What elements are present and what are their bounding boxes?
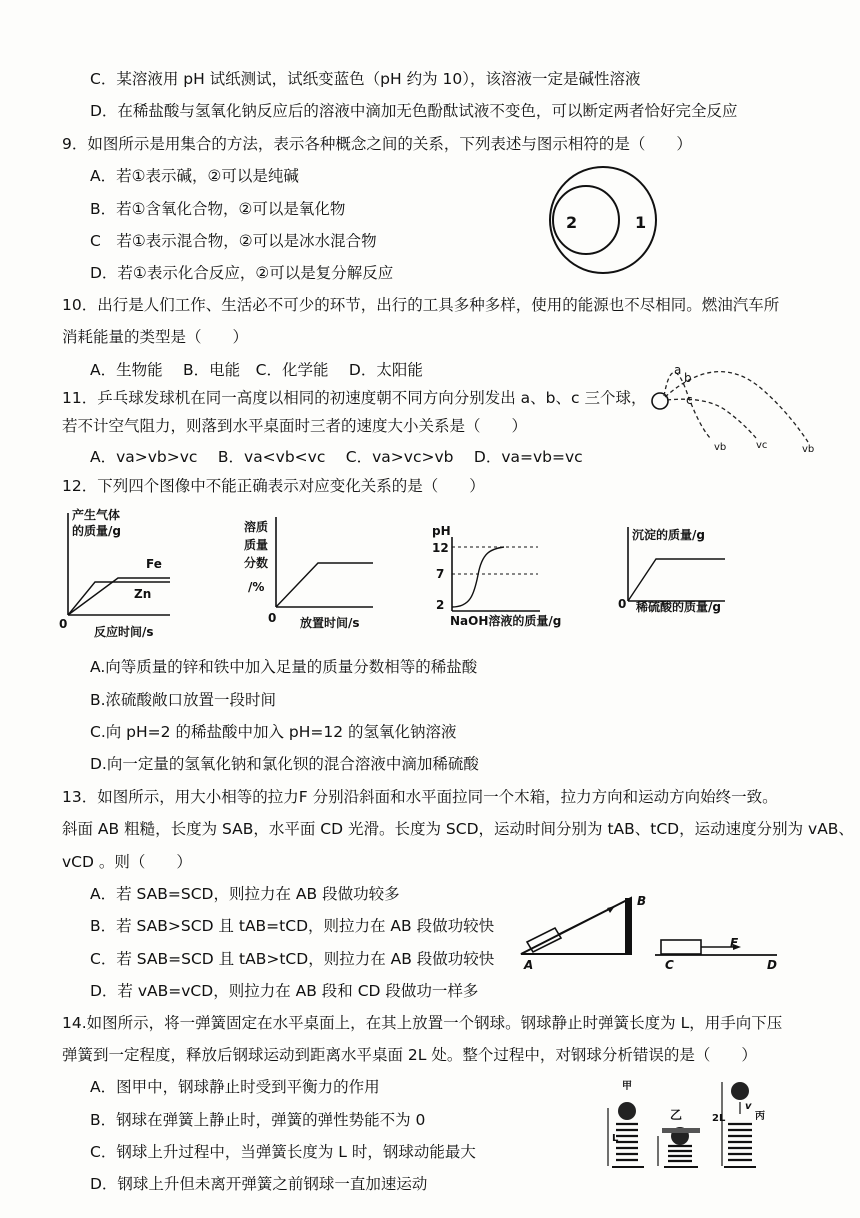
q12-graph-c: [444, 535, 544, 615]
q9-option-d: D．若①表示化合反应，②可以是复分解反应: [90, 264, 394, 282]
q8-option-d: D．在稀盐酸与氢氧化钠反应后的溶液中滴加无色酚酞试液不变色，可以断定两者恰好完全反应: [90, 102, 738, 120]
bing-spring: [728, 1124, 752, 1160]
q13-stem-line1: 13．如图所示，用大小相等的拉力F 分别沿斜面和水平面拉同一个木箱，拉力方向和运动方向始终一致。: [62, 788, 778, 806]
graph-c-curve: [452, 547, 504, 607]
q9-option-a: A．若①表示碱，②可以是纯碱: [90, 167, 299, 185]
q14-option-d: D．钢球上升但未离开弹簧之前钢球一直加速运动: [90, 1175, 428, 1193]
q8-option-c: C．某溶液用 pH 试纸测试，试纸变蓝色（pH 约为 10），该溶液一定是碱性溶液: [90, 70, 641, 88]
q13-point-c: C: [665, 958, 674, 972]
q10-stem-line2: 消耗能量的类型是（ ）: [62, 328, 249, 346]
q9-option-c: C 若①表示混合物，②可以是冰水混合物: [90, 232, 377, 250]
graph-c-ylabel: pH: [432, 524, 451, 538]
incline-force-arrow: [559, 906, 615, 934]
venn-label-1: 1: [635, 213, 647, 232]
q11-stem-line2: 若不计空气阻力，则落到水平桌面时三者的速度大小关系是（ ）: [62, 417, 528, 435]
graph-d-xlabel: 稀硫酸的质量/g: [636, 600, 721, 614]
launcher-ball: [652, 393, 668, 409]
incline-arrow-head: [607, 906, 615, 913]
q14-label-bing: 丙: [755, 1111, 765, 1122]
yi-hand: [662, 1128, 700, 1133]
velocity-label-vc: vc: [756, 440, 768, 451]
graph-c-xlabel: NaOH溶液的质量/g: [450, 614, 562, 628]
q14-option-a: A．图甲中，钢球静止时受到平衡力的作用: [90, 1078, 380, 1096]
q10-stem-line1: 10．出行是人们工作、生活必不可少的环节，出行的工具多种多样，使用的能源也不尽相同。燃油汽车所: [62, 296, 780, 314]
venn-label-2: 2: [566, 213, 578, 232]
velocity-label-vb: vb: [714, 442, 727, 453]
graph-b-ylabel-2: 质量: [244, 538, 269, 552]
trajectory-label-b: b: [684, 371, 692, 385]
q9-stem: 9．如图所示是用集合的方法，表示各种概念之间的关系，下列表述与图示相符的是（ ）: [62, 135, 692, 153]
jia-spring: [616, 1124, 638, 1160]
q12-stem: 12．下列四个图像中不能正确表示对应变化关系的是（ ）: [62, 477, 485, 495]
graph-c-tick-2: 2: [436, 598, 445, 612]
jia-ball: [618, 1102, 636, 1120]
graph-c-tick-12: 12: [432, 541, 449, 555]
graph-d-origin: 0: [618, 597, 627, 611]
q13-point-d: D: [767, 958, 777, 972]
q14-stem-line1: 14.如图所示，将一弹簧固定在水平桌面上，在其上放置一个钢球。钢球静止时弹簧长度为 L，用手向下压: [62, 1014, 783, 1032]
q11-options: A．va>vb>vc B．va<vb<vc C．va>vc>vb D．va=vb=vc: [90, 448, 583, 466]
graph-a-label-zn: Zn: [134, 587, 152, 601]
q12-option-c: C.向 pH=2 的稀盐酸中加入 pH=12 的氢氧化钠溶液: [90, 723, 457, 741]
graph-b-ylabel-3: 分数: [244, 556, 269, 570]
q13-option-b: B．若 SAB>SCD 且 tAB=tCD，则拉力在 AB 段做功较快: [90, 917, 495, 935]
q13-option-c: C．若 SAB=SCD 且 tAB>tCD，则拉力在 AB 段做功较快: [90, 950, 495, 968]
q10-options: A．生物能 B．电能 C．化学能 D．太阳能: [90, 361, 423, 379]
q12-option-a: A.向等质量的锌和铁中加入足量的质量分数相等的稀盐酸: [90, 658, 478, 676]
q14-label-jia: 甲: [622, 1081, 632, 1092]
q9-venn-diagram: [548, 162, 658, 278]
trajectory-label-a: a: [674, 363, 682, 377]
q13-stem-line2: 斜面 AB 粗糙，长度为 SAB，水平面 CD 光滑。长度为 SCD，运动时间分别为 tAB、tCD，运动速度分别为 vAB、: [62, 820, 854, 838]
q9-option-b: B．若①含氧化合物，②可以是氧化物: [90, 200, 346, 218]
graph-a-ylabel-2: 的质量/g: [72, 524, 121, 538]
q14-option-c: C．钢球上升过程中，当弹簧长度为 L 时，钢球动能最大: [90, 1143, 476, 1161]
graph-d-line: [628, 559, 725, 601]
q13-point-b: B: [637, 894, 647, 908]
graph-a-zn-line: [68, 582, 170, 615]
incline-wall: [625, 898, 631, 954]
q13-force-f: F: [730, 936, 739, 950]
trajectory-c: [667, 399, 756, 438]
graph-a-origin: 0: [59, 617, 68, 631]
graph-b-origin: 0: [268, 611, 277, 625]
plane-box: [661, 940, 701, 954]
q14-stem-line2: 弹簧到一定程度，释放后钢球运动到距离水平桌面 2L 处。整个过程中，对钢球分析错误的是（ ）: [62, 1046, 757, 1064]
q14-label-l: L: [612, 1133, 619, 1144]
q13-option-a: A．若 SAB=SCD，则拉力在 AB 段做功较多: [90, 885, 400, 903]
q12-option-b: B.浓硫酸敞口放置一段时间: [90, 691, 277, 709]
q14-label-v: v: [745, 1101, 752, 1112]
graph-b-xlabel: 放置时间/s: [300, 616, 360, 630]
graph-d-ylabel: 沉淀的质量/g: [632, 528, 705, 542]
q13-option-d: D．若 vAB=vCD，则拉力在 AB 段和 CD 段做功一样多: [90, 982, 479, 1000]
q13-figure: [515, 890, 785, 970]
graph-b-line: [276, 563, 373, 607]
q11-trajectory-figure: [648, 360, 818, 455]
q13-point-a: A: [524, 958, 534, 972]
graph-a-xlabel: 反应时间/s: [94, 625, 154, 639]
q11-stem-line1: 11．乒乓球发球机在同一高度以相同的初速度朝不同方向分别发出 a、b、c 三个球，: [62, 389, 647, 407]
graph-a-label-fe: Fe: [146, 557, 162, 571]
graph-b-ylabel-4: /%: [248, 580, 265, 594]
q14-label-2l: 2L: [712, 1113, 726, 1124]
q13-stem-line3: vCD 。则（ ）: [62, 853, 192, 871]
q14-option-b: B．钢球在弹簧上静止时，弹簧的弹性势能不为 0: [90, 1111, 426, 1129]
venn-inner-circle: [553, 186, 619, 254]
velocity-label-vb2: vb: [802, 444, 815, 455]
graph-b-ylabel-1: 溶质: [244, 520, 269, 534]
trajectory-label-c: c: [686, 393, 693, 407]
bing-ball: [731, 1082, 749, 1100]
q12-option-d: D.向一定量的氢氧化钠和氯化钡的混合溶液中滴加稀硫酸: [90, 755, 479, 773]
q14-label-yi: 乙: [670, 1108, 683, 1122]
yi-spring: [668, 1146, 692, 1161]
graph-a-ylabel-1: 产生气体: [72, 508, 121, 522]
q12-graph-b: [268, 515, 378, 615]
graph-c-tick-7: 7: [436, 567, 445, 581]
